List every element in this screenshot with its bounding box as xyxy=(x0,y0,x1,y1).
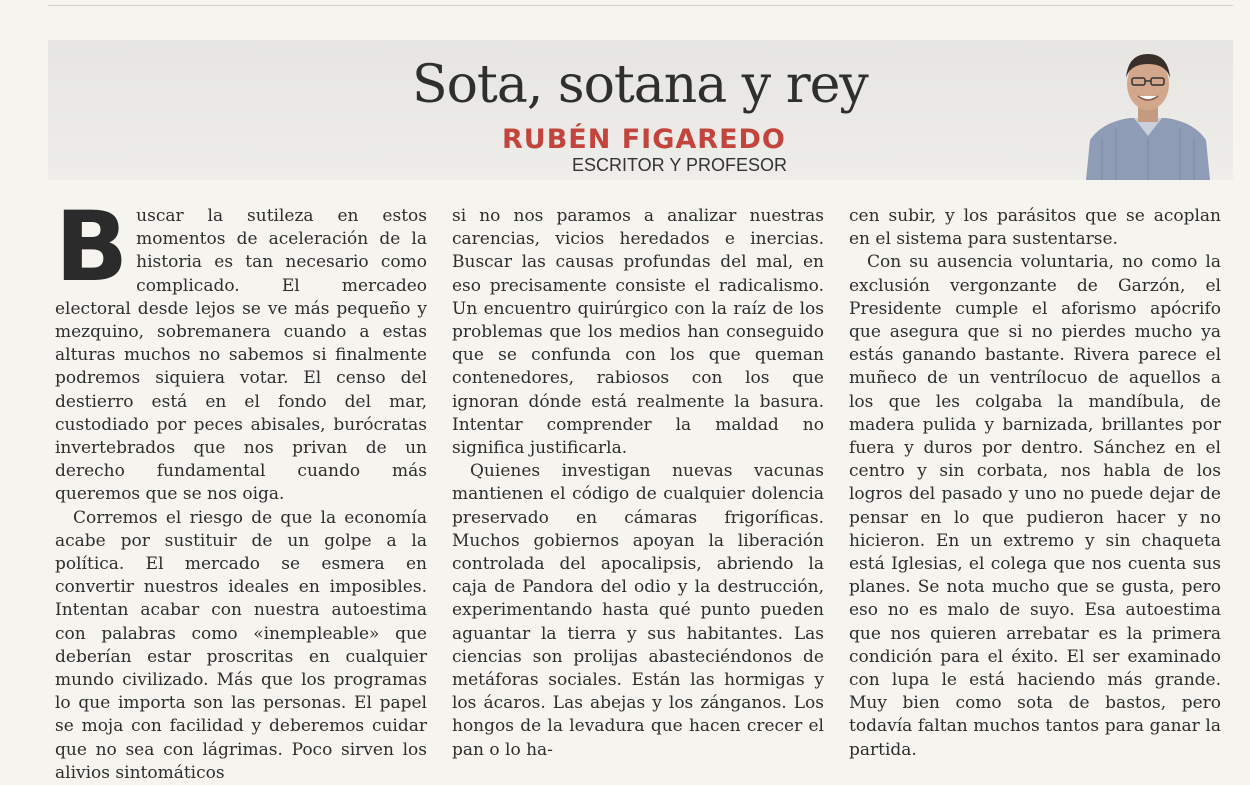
paragraph: cen subir, y los parásitos que se acoplan en el sistema para sustentarse. xyxy=(849,206,1221,250)
paragraph: Corremos el riesgo de que la economía acabe por sustituir de un golpe a la política. El mercado se esmera en convertir nuestros ideales en imposibles. Intentan acabar con nuestra autoestima con palabras como «inempleable» que deberían estar proscritas en cualquier mundo civilizado. Más que los programas lo que importa son las personas. El papel se moja con facilidad y deberemos cuidar que no sea con lágrimas. Poco sirven los alivios sintomáticos xyxy=(55,507,427,783)
drop-cap: B xyxy=(55,191,129,303)
column-2 xyxy=(452,205,824,762)
author-name: RUBÉN FIGAREDO xyxy=(502,124,786,155)
column-1 xyxy=(55,191,427,785)
paragraph: Quienes investigan nuevas vacunas mantienen el código de cualquier dolencia preservado en cámaras frigoríficas. Muchos gobiernos apoyan la liberación controlada del apocalipsis, abriendo la caja de Pandora del odio y la destrucción, experimentando hasta qué punto pueden aguantar la tierra y sus habitantes. Las ciencias son prolijas abasteciéndonos de metáforas sociales. Están las hormigas y los ácaros. Las abejas y los zánganos. Los hongos de la levadura que hacen crecer el pan o lo ha- xyxy=(452,461,824,760)
top-rule xyxy=(48,5,1233,6)
author-photo xyxy=(1082,48,1214,180)
article-title: Sota, sotana y rey xyxy=(412,55,868,115)
paragraph: si no nos paramos a analizar nuestras carencias, vicios heredados e inercias. Buscar las causas profundas del mal, en eso precisamente consiste el radicalismo. Un encuentro quirúrgico con la raíz de los problemas que los medios han conseguido que se confunda con los que queman contenedores, rabiosos con los que ignoran dónde está realmente la basura. Intentar comprender la maldad no significa justificarla. xyxy=(452,206,824,459)
article-body xyxy=(55,191,1230,783)
author-role: ESCRITOR Y PROFESOR xyxy=(572,155,788,175)
column-3 xyxy=(849,205,1221,762)
paragraph: Buscar la sutileza en estos momentos de aceleración de la historia es tan necesario como complicado. El mercadeo electoral desde lejos se ve más pequeño y mezquino, sobremanera cuando a estas alturas muchos no sabemos si finalmente podremos siquiera votar. El censo del destierro está en el fondo del mar, custodiado por peces abisales, burócratas invertebrados que nos privan de un derecho fundamental cuando más queremos que se nos oiga. xyxy=(55,191,427,505)
paragraph: Con su ausencia voluntaria, no como la exclusión vergonzante de Garzón, el Presidente cumple el aforismo apócrifo que asegura que si no pierdes mucho ya estás ganando bastante. Rivera parece el muñeco de un ventrílocuo de aquellos a los que les colgaba la mandíbula, de madera pulida y barnizada, brillantes por fuera y duros por dentro. Sánchez en el centro y sin corbata, nos habla de los logros del pasado y uno no puede dejar de pensar en lo que pudieron hacer y no hicieron. En un extremo y sin chaqueta está Iglesias, el colega que nos cuenta sus planes. Se nota mucho que se gusta, pero eso no es malo de suyo. Esa autoestima que nos quieren arrebatar es la primera condición para el éxito. El ser examinado con lupa le está haciendo más grande. Muy bien como sota de bastos, pero todavía faltan muchos tantos para ganar la partida. xyxy=(849,252,1221,760)
